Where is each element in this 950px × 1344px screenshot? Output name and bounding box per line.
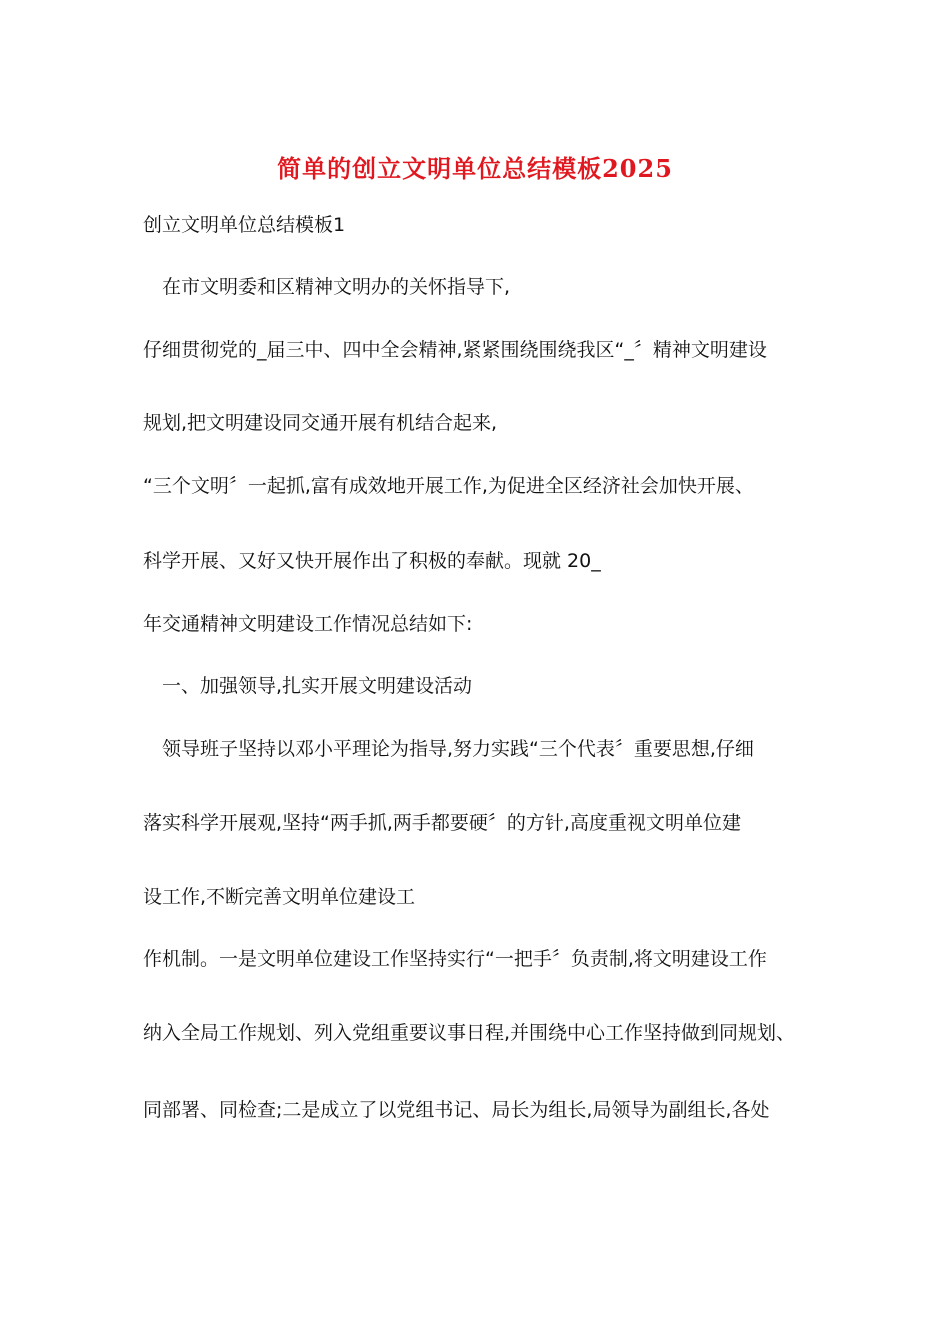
paragraph-line: “三个文明〞一起抓,富有成效地开展工作,为促进全区经济社会加快开展、: [143, 475, 754, 497]
section-heading: 创立文明单位总结模板1: [143, 214, 346, 236]
paragraph-line: 规划,把文明建设同交通开展有机结合起来,: [143, 412, 498, 434]
paragraph-line: 纳入全局工作规划、列入党组重要议事日程,并围绕中心工作坚持做到同规划、: [143, 1022, 796, 1044]
paragraph-line: 年交通精神文明建设工作情况总结如下:: [143, 613, 473, 635]
document-title: 简单的创立文明单位总结模板2025: [277, 154, 673, 183]
paragraph-line: 作机制。一是文明单位建设工作坚持实行“一把手〞负责制,将文明建设工作: [143, 948, 767, 970]
paragraph-line: 落实科学开展观,坚持“两手抓,两手都要硬〞的方针,高度重视文明单位建: [143, 812, 741, 834]
paragraph-line: 在市文明委和区精神文明办的关怀指导下,: [162, 276, 511, 298]
paragraph-line: 科学开展、又好又快开展作出了积极的奉献。现就 20_: [143, 550, 601, 572]
paragraph-line: 仔细贯彻党的_届三中、四中全会精神,紧紧围绕围绕我区“_〞精神文明建设: [143, 339, 767, 361]
paragraph-line: 设工作,不断完善文明单位建设工: [143, 886, 416, 908]
paragraph-line: 同部署、同检查;二是成立了以党组书记、局长为组长,局领导为副组长,各处: [143, 1099, 770, 1121]
paragraph-line: 领导班子坚持以邓小平理论为指导,努力实践“三个代表〞重要思想,仔细: [162, 738, 754, 760]
subsection-heading: 一、加强领导,扎实开展文明建设活动: [162, 675, 473, 697]
